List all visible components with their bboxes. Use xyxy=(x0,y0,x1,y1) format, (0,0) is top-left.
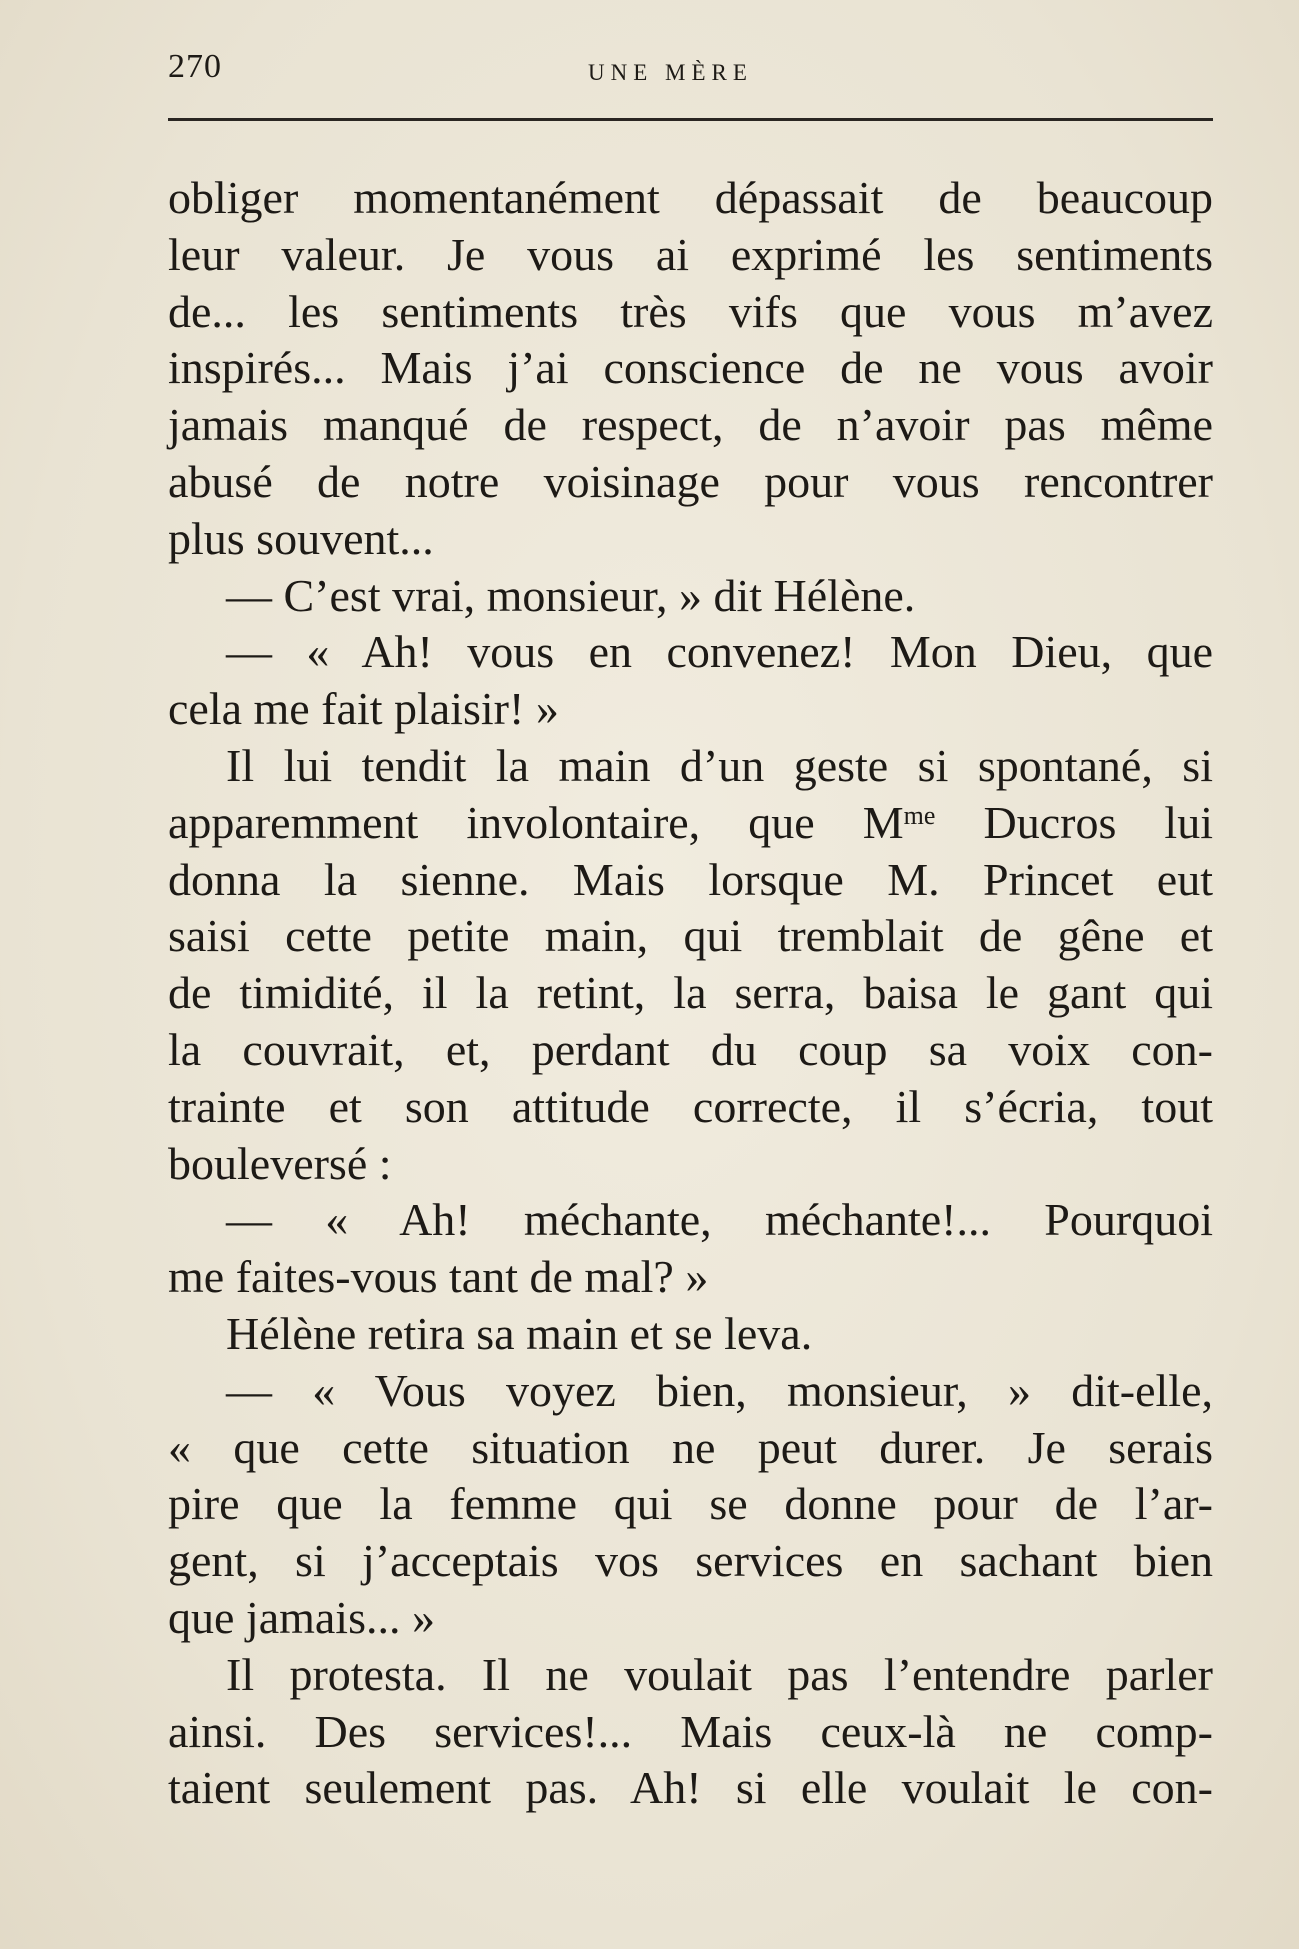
text-line: Il protesta. Il ne voulait pas l’entendre parler xyxy=(226,1648,1213,1700)
text-line: trainte et son attitude correcte, il s’écria, tout xyxy=(168,1080,1213,1132)
superscript: me xyxy=(903,800,936,830)
text-fragment: apparemment involontaire, que M xyxy=(168,796,904,848)
text-line: de timidité, il la retint, la serra, baisa le gant qui xyxy=(168,967,1213,1019)
text-line: gent, si j’acceptais vos services en sachant bien xyxy=(168,1535,1213,1587)
text-fragment: Ducros lui xyxy=(935,796,1213,848)
page-number: 270 xyxy=(168,48,222,85)
text-line: — « Ah! vous en convenez! Mon Dieu, que xyxy=(226,626,1213,678)
body-text xyxy=(168,170,1213,1817)
text-line: de... les sentiments très vifs que vous m’avez xyxy=(168,285,1213,337)
running-title: UNE MÈRE xyxy=(588,60,753,85)
text-line: Il lui tendit la main d’un geste si spontané, si xyxy=(226,739,1213,791)
text-line: — « Vous voyez bien, monsieur, » dit-elle, xyxy=(226,1364,1213,1416)
text-line: pire que la femme qui se donne pour de l’ar- xyxy=(168,1478,1213,1530)
text-line: saisi cette petite main, qui tremblait de gêne et xyxy=(168,910,1213,962)
text-line: que jamais... » xyxy=(168,1591,435,1643)
text-line: abusé de notre voisinage pour vous rencontrer xyxy=(168,455,1213,507)
text-line: — C’est vrai, monsieur, » dit Hélène. xyxy=(226,569,916,621)
text-line: — « Ah! méchante, méchante!... Pourquoi xyxy=(226,1194,1213,1246)
text-line: la couvrait, et, perdant du coup sa voix con- xyxy=(168,1023,1213,1075)
text-line: plus souvent... xyxy=(168,512,434,564)
text-line: me faites-vous tant de mal? » xyxy=(168,1251,709,1303)
text-line xyxy=(168,795,1213,852)
text-line: donna la sienne. Mais lorsque M. Princet eut xyxy=(168,853,1213,905)
text-line: Hélène retira sa main et se leva. xyxy=(226,1307,813,1359)
text-line: ainsi. Des services!... Mais ceux-là ne comp- xyxy=(168,1705,1213,1757)
page-header xyxy=(168,48,1213,94)
text-line: cela me fait plaisir! » xyxy=(168,683,559,735)
text-line: bouleversé : xyxy=(168,1137,392,1189)
text-line: jamais manqué de respect, de n’avoir pas même xyxy=(168,399,1213,451)
text-line: taient seulement pas. Ah! si elle voulait le con- xyxy=(168,1762,1213,1814)
text-line: « que cette situation ne peut durer. Je serais xyxy=(168,1421,1213,1473)
text-line: inspirés... Mais j’ai conscience de ne vous avoir xyxy=(168,342,1213,394)
text-line: leur valeur. Je vous ai exprimé les sentiments xyxy=(168,228,1213,280)
header-rule xyxy=(168,118,1213,121)
text-line: obliger momentanément dépassait de beaucoup xyxy=(168,172,1213,223)
